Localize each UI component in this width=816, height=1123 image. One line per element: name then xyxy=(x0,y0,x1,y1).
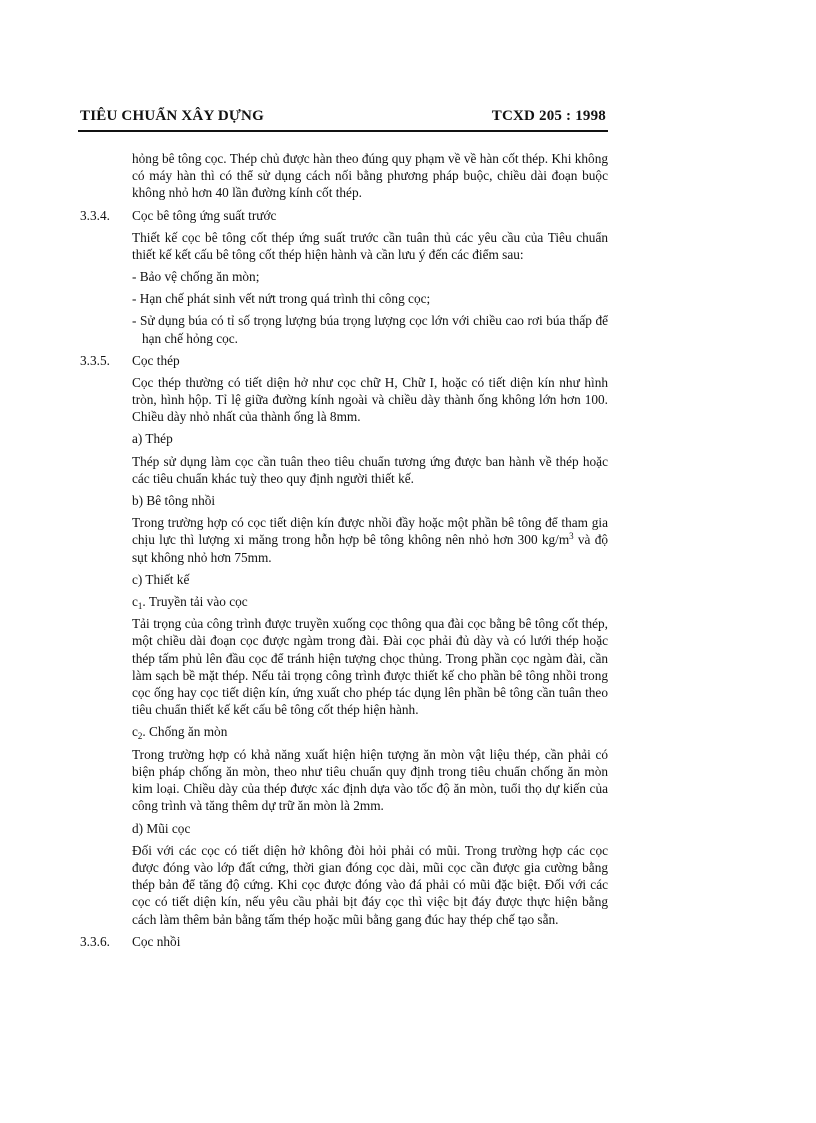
paragraph-3-3-5: Cọc thép thường có tiết diện hở như cọc chữ H, Chữ I, hoặc có tiết diện kín như hình tròn, hình hộp. Tỉ lệ giữa đường kính ngoài và chiều dày thành ống không lớn hơn 100. Chiều dày nhỏ nhất của thành ống là 8mm. xyxy=(132,374,608,425)
subsection-c2-title xyxy=(132,723,608,740)
subsection-b-title: b) Bê tông nhồi xyxy=(132,493,216,509)
header-title: TIÊU CHUẨN XÂY DỰNG xyxy=(80,108,264,124)
paragraph-c2: Trong trường hợp có khả năng xuất hiện hiện tượng ăn mòn vật liệu thép, cần phải có biện pháp chống ăn mòn, theo như tiêu chuẩn quy định trong tiêu chuẩn chống ăn mòn kim loại. Chiều dày của thép được xác định dựa vào tốc độ ăn mòn, tuổi thọ dự kiến của công trình và tăng thêm dự trữ ăn mòn là 2mm. xyxy=(132,746,608,814)
c1-prefix: c xyxy=(132,594,138,610)
paragraph-c1: Tải trọng của công trình được truyền xuống cọc thông qua đài cọc bằng bê tông cốt thép, một chiều dài đoạn cọc được ngàm trong đài. Đài cọc phải đủ dày và có lưới thép hoặc thép tấm phủ lên đầu cọc để tránh hiện tượng chọc thủng. Trong phần cọc ngàm đài, cần làm sạch bề mặt thép. Nếu tải trọng công trình được thiết kế cho phần bê tông nhồi trong cọc ống hay cọc tiết diện kín, ứng xuất cho phép tác dụng lên phần bê tông cần tuân theo tiêu chuẩn thiết kế kết cấu bê tông cốt thép hiện hành. xyxy=(132,616,608,718)
paragraph-3-3-4: Thiết kế cọc bê tông cốt thép ứng suất trước cần tuân thủ các yêu cầu của Tiêu chuẩn thiết kế kết cấu bê tông cốt thép hiện hành và cần lưu ý đến các điểm sau: xyxy=(132,229,608,262)
c1-text: . Truyền tải vào cọc xyxy=(142,594,248,610)
section-number: 3.3.4. xyxy=(80,207,110,223)
section-3-3-4 xyxy=(80,207,608,224)
document-body xyxy=(80,150,608,955)
bullet-item: - Hạn chế phát sinh vết nứt trong quá trình thi công cọc; xyxy=(132,291,431,307)
c2-text: . Chống ăn mòn xyxy=(142,724,228,740)
subsection-c-title: c) Thiết kế xyxy=(132,571,190,587)
paragraph-b-text-end: và độ sụt không nhỏ hơn 75mm. xyxy=(132,532,608,565)
paragraph-intro: hỏng bê tông cọc. Thép chủ được hàn theo đúng quy phạm về về hàn cốt thép. Khi không có máy hàn thì có thể sử dụng cách nối bằng phương pháp buộc, chiều dài đoạn buộc không nhỏ hơn 40 lần đường kính cốt thép. xyxy=(132,151,608,201)
section-3-3-6 xyxy=(80,933,608,950)
subscript: 2 xyxy=(137,731,143,742)
c2-prefix: c xyxy=(132,724,138,740)
section-title: Cọc thép xyxy=(132,352,180,368)
header-standard-code: TCXD 205 : 1998 xyxy=(491,108,606,124)
bullet-item: - Bảo vệ chống ăn mòn; xyxy=(132,269,260,285)
paragraph-b-text: Trong trường hợp có cọc tiết diện kín được nhồi đầy hoặc một phần bê tông để tham gia chịu lực thì lượng xi măng trong hỗn hợp bê tông không nên nhỏ hơn 300 kg/m xyxy=(132,515,608,548)
paragraph-b xyxy=(132,514,608,566)
section-title: Cọc nhồi xyxy=(132,933,181,949)
section-number: 3.3.6. xyxy=(80,933,110,949)
section-title: Cọc bê tông ứng suất trước xyxy=(132,207,277,223)
superscript: 3 xyxy=(569,531,574,542)
subsection-c1-title xyxy=(132,593,608,610)
paragraph-a: Thép sử dụng làm cọc cần tuân theo tiêu chuẩn tương ứng được ban hành về thép hoặc các tiêu chuẩn khác tuỳ theo quy định người thiết kế. xyxy=(132,453,608,486)
subscript: 1 xyxy=(137,601,143,612)
subsection-d-title: d) Mũi cọc xyxy=(132,820,191,836)
section-3-3-5 xyxy=(80,352,608,369)
page-header xyxy=(78,108,608,132)
paragraph-d: Đối với các cọc có tiết diện hở không đòi hỏi phải có mũi. Trong trường hợp các cọc được đóng vào lớp đất cứng, thời gian đóng cọc dài, mũi cọc cần được gia cường bằng thép bản để tăng độ cứng. Khi cọc được đóng vào đá phải có mũi đặc biệt. Đối với các cọc có tiết diện kín, nếu yêu cầu phải bịt đáy cọc thì việc bịt đáy được thực hiện bằng cách làm thêm bản bằng tấm thép hoặc mũi bằng gang đúc hay thép chế tạo sẵn. xyxy=(132,842,608,927)
subsection-a-title: a) Thép xyxy=(132,431,173,447)
section-number: 3.3.5. xyxy=(80,352,110,368)
bullet-item: - Sử dụng búa có tỉ số trọng lượng búa trọng lượng cọc lớn với chiều cao rơi búa thấp để hạn chế hỏng cọc. xyxy=(132,313,608,346)
